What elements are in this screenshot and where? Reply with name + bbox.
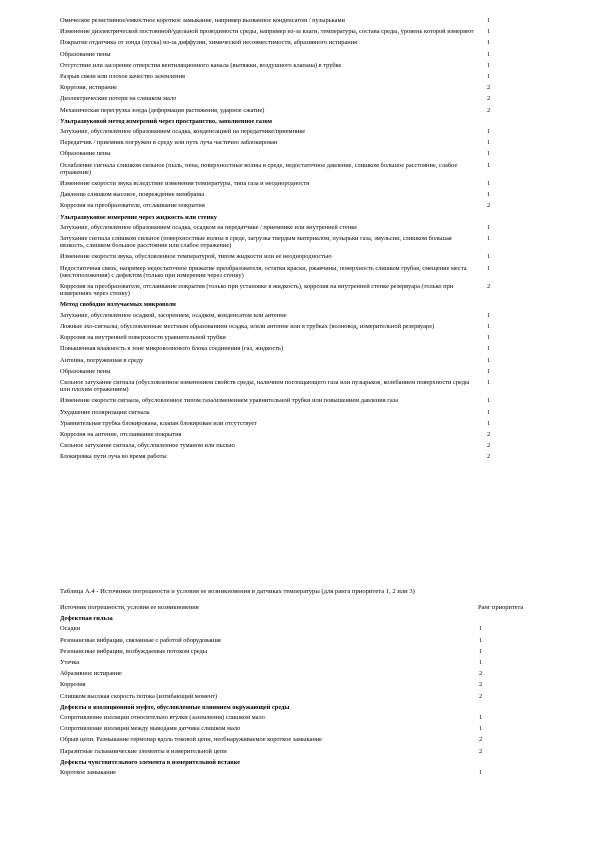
priority-rank: 1 (487, 419, 491, 427)
error-source-text: Коррозия на антенне, отслаивание покрытия (60, 430, 182, 438)
table-a4-body (60, 615, 550, 776)
table-row (60, 345, 550, 352)
table-row (60, 397, 550, 404)
error-source-text: Сильное затухание сигнала, обусловленное туманом или пылью (60, 442, 235, 450)
table-row (60, 265, 550, 279)
priority-rank: 1 (487, 356, 491, 364)
table-row (60, 180, 550, 187)
section-heading-row (60, 118, 550, 125)
error-source-text: Блокировка пути луча во время работы (60, 453, 167, 461)
error-source-text: Недостаточная связь, например недостаточное прижатие преобразователя, остатки краски, ржавчины, поверхность слишком грубая, смещение места (местоположения) с дефектом (только при измерении через стенку) (60, 264, 467, 279)
error-source-text: Ухудшение поляризации сигнала (60, 408, 150, 416)
error-source-text: Коррозия на внутренней поверхности уравнительной трубки (60, 334, 226, 342)
table-row (60, 693, 550, 700)
error-source-text: Утечка (60, 659, 80, 667)
priority-rank: 1 (487, 235, 491, 243)
priority-rank: 2 (487, 106, 491, 114)
error-source-text: Механическая перегрузка зонда (деформация растяжения, ударное сжатие) (60, 106, 265, 114)
error-source-text: Ложные эхо-сигналы, обусловленные местным образованием осадка, и/или антенне или в трубках (волновод, измерительной резервуаре) (60, 322, 435, 330)
priority-rank: 2 (479, 670, 483, 678)
priority-rank: 1 (487, 264, 491, 272)
table-row (60, 191, 550, 198)
table-row (60, 62, 550, 69)
table-row (60, 442, 550, 449)
error-source-text: Обрыв цепи. Размыкание термопар вдоль токовой цепи, необнаруживаемое короткое замыкание (60, 736, 322, 744)
table-row (60, 368, 550, 375)
priority-rank: 2 (487, 453, 491, 461)
table-row (60, 681, 550, 688)
priority-rank: 2 (479, 736, 483, 744)
error-source-text: Уравнительная трубка блокирована, клапан блокирован или отсутствует (60, 419, 257, 427)
priority-rank: 2 (487, 442, 491, 450)
priority-rank: 1 (479, 725, 483, 733)
priority-rank: 1 (487, 191, 491, 199)
table-row (60, 224, 550, 231)
table-row (60, 334, 550, 341)
table-row (60, 725, 550, 732)
priority-rank: 1 (487, 311, 491, 319)
table-a4 (60, 604, 550, 780)
priority-rank: 1 (487, 161, 491, 169)
error-source-text: Изменение скорости звука, обусловленное температурой, типом жидкости или ее неоднородностью (60, 253, 332, 261)
section-heading: Метод свободно излучаемых микроволн (60, 301, 176, 309)
priority-rank: 2 (487, 95, 491, 103)
error-source-text: Антенна, погруженная в среду (60, 356, 144, 364)
table-row (60, 95, 550, 102)
priority-rank: 1 (487, 334, 491, 342)
table-row (60, 51, 550, 58)
table-row (60, 283, 550, 297)
error-source-text: Затухание, обусловленное образованием осадка, осадком на передатчике / приемнике или внутренней стенке (60, 223, 358, 231)
table-row (60, 625, 550, 632)
table-row (60, 648, 550, 655)
table-row (60, 409, 550, 416)
error-source-text: Затухание, обусловленное осадкой, засорением, осадком, конденсатом или антенне (60, 311, 287, 319)
priority-rank: 1 (479, 769, 483, 777)
table-row (60, 637, 550, 644)
error-source-text: Изменение диэлектрической постоянной/удельной проводимости среды, например из-за влаги, температуры, состава среды, уровень которой измеряют (60, 28, 474, 36)
priority-rank: 1 (487, 253, 491, 261)
table-row (60, 28, 550, 35)
table-row (60, 107, 550, 114)
table-row (60, 420, 550, 427)
priority-rank: 2 (487, 430, 491, 438)
error-source-text: Затухание, обусловленное образованием осадка, конденсацией на передатчике/приемнике (60, 128, 306, 136)
priority-rank: 1 (487, 397, 491, 405)
table-row (60, 312, 550, 319)
error-source-text: Разрыв связи или плохое качество заземления (60, 73, 185, 81)
priority-rank: 1 (479, 647, 483, 655)
table-row (60, 736, 550, 743)
error-source-text: Слишком высокая скорость потока (изгибающий момент) (60, 692, 218, 700)
error-source-text: Короткое замыкание (60, 769, 116, 777)
error-source-text: Сильное затухание сигнала (обусловленное изменением свойств среды, наличием поглощающего газа или пузырьков, колебанием поверхности среды или плохим отражением) (60, 378, 470, 394)
column-header-rank: Ранг приоритета (478, 604, 524, 611)
table-header (60, 604, 550, 611)
priority-rank: 1 (487, 139, 491, 147)
priority-rank: 2 (487, 84, 491, 92)
priority-rank: 1 (487, 322, 491, 330)
error-source-text: Абразивное истирание (60, 670, 122, 678)
error-source-text: Образование пены (60, 50, 111, 58)
column-header-source: Источник погрешности, условия ее возникновения (60, 604, 199, 611)
error-source-text: Коррозия (60, 681, 86, 689)
error-source-text: Омическое резистивное/емкостное короткое замыкание, например вызванное конденсатом / пузырьками (60, 17, 345, 24)
error-source-text: Резонансные вибрации, возбуждаемые потоком среды (60, 647, 208, 655)
priority-rank: 1 (487, 128, 491, 136)
table-row (60, 431, 550, 438)
error-source-text: Коррозия, истирание (60, 84, 117, 92)
priority-rank: 2 (479, 747, 483, 755)
table-row (60, 769, 550, 776)
table-row (60, 253, 550, 260)
priority-rank: 2 (479, 692, 483, 700)
section-heading-row (60, 759, 550, 766)
section-heading-row (60, 704, 550, 711)
table-row (60, 659, 550, 666)
table-row (60, 670, 550, 677)
priority-rank: 1 (479, 625, 483, 633)
error-source-text: Коррозия на преобразователе, отслаивание покрытия (только при установке в жидкость), коррозия на внутренней стенке резервуара (только при измерениях через стенку) (60, 283, 454, 298)
priority-rank: 1 (487, 61, 491, 69)
table-row (60, 84, 550, 91)
table-row (60, 453, 550, 460)
table-row (60, 357, 550, 364)
priority-rank: 1 (479, 659, 483, 667)
error-source-text: Паразитные гальванические элементы в измерительной цепи (60, 747, 227, 755)
table-row (60, 128, 550, 135)
error-source-text: Изменение скорости сигнала, обусловленное типом газа/изменением уравнительной трубки или повышением давления газа (60, 397, 399, 405)
table-row (60, 17, 550, 24)
priority-rank: 2 (487, 283, 491, 291)
priority-rank: 1 (487, 17, 491, 24)
section-heading: Дефекты чувствительного элемента в измерительной вставке (60, 758, 241, 766)
error-source-text: Резонансные вибрации, связанные с работой оборудования (60, 636, 221, 644)
table-row (60, 73, 550, 80)
error-source-text: Покрытие отдатчика от зонда (пуска) из-за диффузии, химической несовместимости, абразивного истирания (60, 39, 358, 47)
table-row (60, 39, 550, 46)
priority-rank: 1 (487, 180, 491, 188)
error-source-text: Образование пены (60, 150, 111, 158)
table-row (60, 139, 550, 146)
error-source-text: Давление слишком высокое, повреждение мембраны (60, 191, 205, 199)
error-source-text: Передатчик / приемник погружен в среду или путь луча частично заблокирован (60, 139, 278, 147)
table-row (60, 162, 550, 176)
section-heading-row (60, 214, 550, 221)
error-sources-table-continued (60, 17, 550, 465)
error-source-text: Ослабление сигнала слишком сильное (пыль, пена, поверхностные волны в среде, недостаточное давление, слишком большое расстояние, слабое отражение) (60, 161, 458, 176)
table-row (60, 379, 550, 393)
error-source-text: Отсутствие или засорение отверстия вентиляционного канала (вытяжки, воздушного клапана) в трубке (60, 61, 342, 69)
section-heading-row (60, 301, 550, 308)
table-row (60, 150, 550, 157)
error-source-text: Коррозия на преобразователе, отслаивание покрытия (60, 202, 205, 210)
table-row (60, 714, 550, 721)
error-source-text: Затухание сигнала слишком сильное (поверхностные волны в среде, загрузка твердым материалом, пузырьки газа, эмульсии, слишком большая вязкость, слишком большое расстояние или слабое отражение) (60, 235, 452, 250)
priority-rank: 1 (487, 378, 491, 386)
priority-rank: 1 (487, 50, 491, 58)
priority-rank: 1 (487, 223, 491, 231)
section-heading: Дефекты в изоляционной муфте, обусловленные влиянием окружающей среды (60, 703, 290, 711)
table-caption: Таблица А.4 - Источники погрешности и условия ее возникновения в датчиках температуры (для ранга приоритета 1, 2 или 3) (60, 588, 415, 595)
error-source-text: Изменение скорости звука вследствие изменения температуры, типа газа и неоднородности (60, 180, 310, 188)
table-row (60, 323, 550, 330)
section-heading: Ультразвуковой метод измерений через пространство, заполненное газом (60, 117, 272, 125)
error-source-text: Диэлектрические потери на слишком мало (60, 95, 177, 103)
priority-rank: 1 (479, 714, 483, 722)
priority-rank: 2 (479, 681, 483, 689)
table-row (60, 748, 550, 755)
error-source-text: Сопротивление изоляции между выводами датчика слишком мало (60, 725, 241, 733)
table-row (60, 202, 550, 209)
error-source-text: Сопротивление изоляции относительно втулки (заземления) слишком мало (60, 714, 265, 722)
priority-rank: 1 (479, 636, 483, 644)
error-source-text: Осадки (60, 625, 81, 633)
priority-rank: 1 (487, 73, 491, 81)
priority-rank: 1 (487, 408, 491, 416)
priority-rank: 1 (487, 345, 491, 353)
priority-rank: 1 (487, 28, 491, 36)
priority-rank: 1 (487, 367, 491, 375)
table-row (60, 235, 550, 249)
section-heading-row (60, 615, 550, 622)
priority-rank: 2 (487, 202, 491, 210)
section-heading: Дефектная гильза (60, 615, 113, 623)
error-source-text: Повышенная влажность в зоне микроволнового блока соединения (газ, жидкость) (60, 345, 284, 353)
priority-rank: 1 (487, 39, 491, 47)
section-heading: Ультразвуковое измерение через жидкость или стенку (60, 213, 217, 221)
error-source-text: Образование пены (60, 367, 111, 375)
priority-rank: 1 (487, 150, 491, 158)
